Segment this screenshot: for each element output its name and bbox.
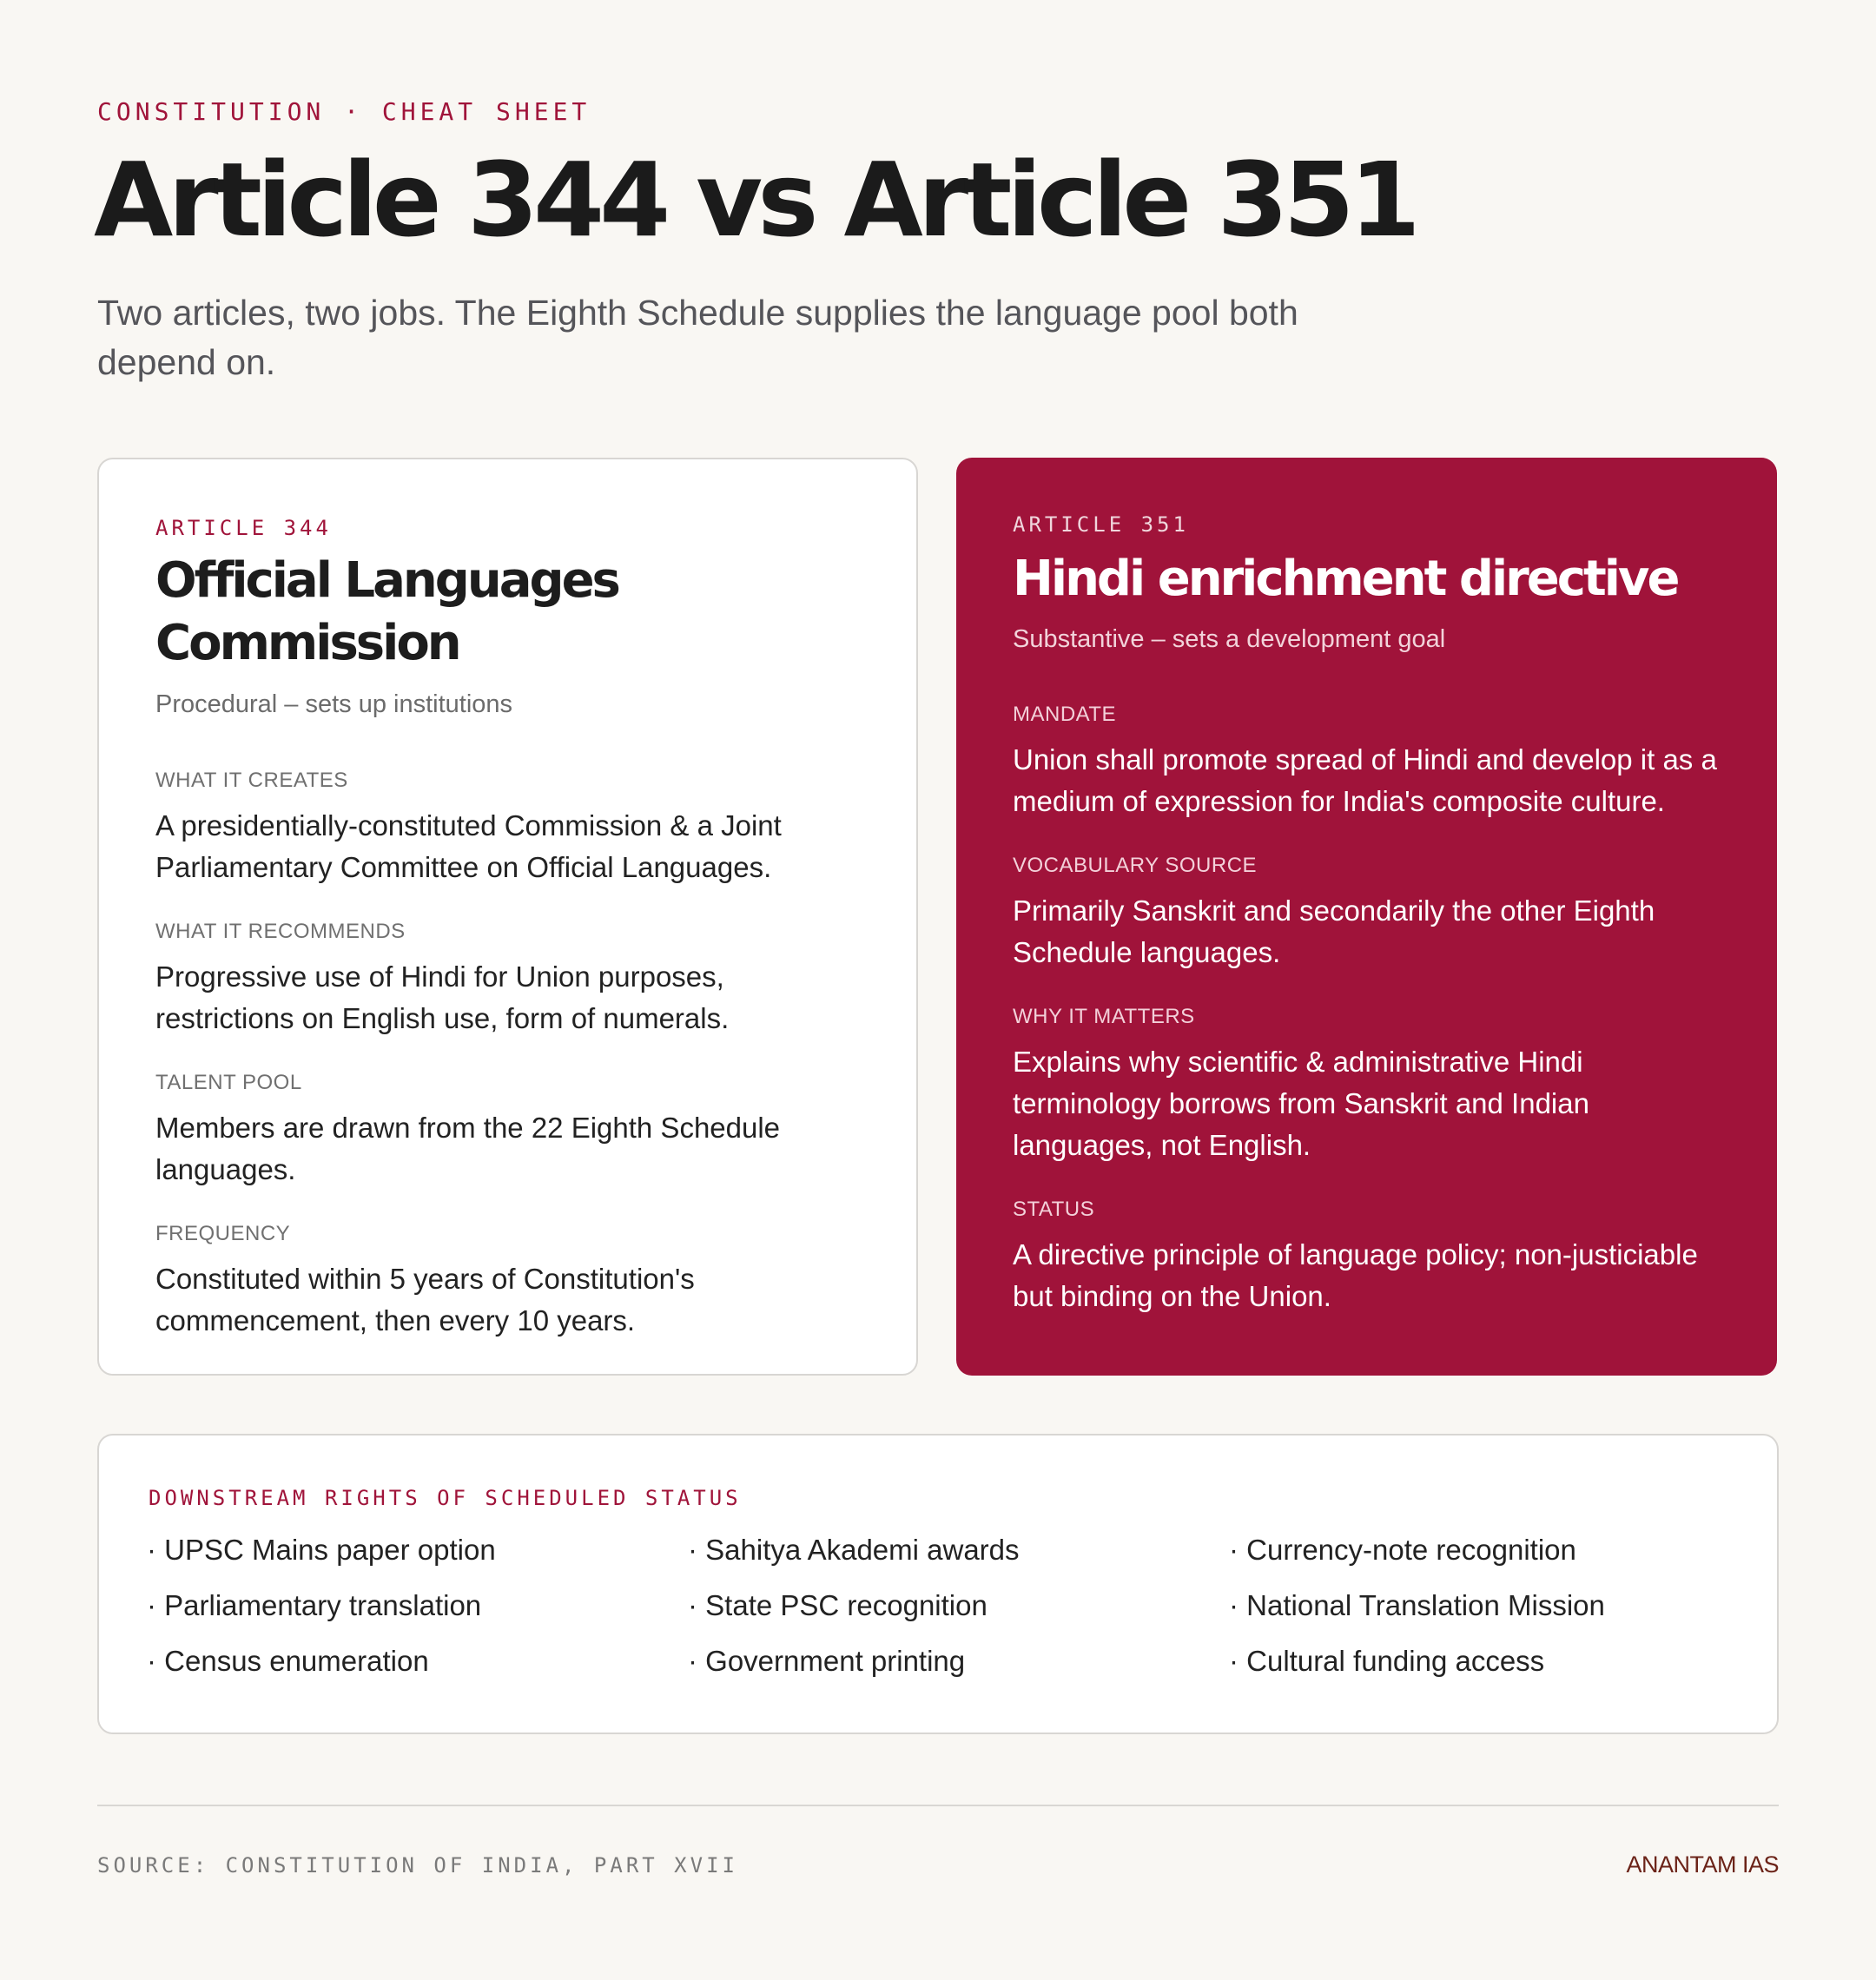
rights-item: · Cultural funding access <box>1229 1645 1545 1677</box>
section-body: A directive principle of language policy; non-justiciable but binding on the Union. <box>1013 1238 1698 1312</box>
section-label: STATUS <box>1013 1198 1095 1221</box>
card-label: ARTICLE 351 <box>1013 512 1189 537</box>
downstream-rights-panel <box>97 1434 1779 1734</box>
section-label: TALENT POOL <box>155 1071 302 1094</box>
rights-item: · Government printing <box>688 1645 966 1677</box>
section-frequency <box>155 1222 869 1342</box>
card-sections <box>1013 703 1729 1349</box>
section-label: WHAT IT CREATES <box>155 769 348 792</box>
article-344-card <box>97 458 918 1376</box>
section-body: Primarily Sanskrit and secondarily the other Eighth Schedule languages. <box>1013 894 1655 968</box>
page-subtitle: Two articles, two jobs. The Eighth Schedule supplies the language pool both depend on. <box>97 293 1298 382</box>
card-subheading: Procedural – sets up institutions <box>155 690 513 718</box>
section-vocabulary-source <box>1013 854 1729 974</box>
section-label: MANDATE <box>1013 703 1117 726</box>
rights-item: · Currency-note recognition <box>1229 1534 1576 1566</box>
rights-item: · Sahitya Akademi awards <box>688 1534 1020 1566</box>
source-note: SOURCE: CONSTITUTION OF INDIA, PART XVII <box>97 1853 738 1878</box>
page-title: Article 344 vs Article 351 <box>94 140 1416 260</box>
rights-item: · Census enumeration <box>147 1645 429 1677</box>
section-label: WHAT IT RECOMMENDS <box>155 920 406 943</box>
rights-label: DOWNSTREAM RIGHTS OF SCHEDULED STATUS <box>149 1486 742 1510</box>
rights-item: · State PSC recognition <box>688 1589 988 1621</box>
section-body: Progressive use of Hindi for Union purposes, restrictions on English use, form of numerals. <box>155 960 730 1034</box>
kicker: CONSTITUTION · CHEAT SHEET <box>97 97 591 126</box>
section-body: Members are drawn from the 22 Eighth Schedule languages. <box>155 1112 781 1185</box>
footer-divider <box>97 1805 1779 1806</box>
section-body: Constituted within 5 years of Constitution's commencement, then every 10 years. <box>155 1263 695 1336</box>
rights-item: · UPSC Mains paper option <box>147 1534 496 1566</box>
article-351-card <box>956 458 1777 1376</box>
section-talent-pool <box>155 1071 869 1191</box>
rights-item: · Parliamentary translation <box>147 1589 482 1621</box>
section-label: VOCABULARY SOURCE <box>1013 854 1258 877</box>
section-body: A presidentially-constituted Commission & a Joint Parliamentary Committee on Official Languages. <box>155 809 782 883</box>
rights-item: · National Translation Mission <box>1229 1589 1605 1621</box>
card-heading: Hindi enrichment directive <box>1013 551 1678 607</box>
card-label: ARTICLE 344 <box>155 516 332 540</box>
section-what-it-recommends <box>155 920 869 1040</box>
section-label: FREQUENCY <box>155 1222 291 1245</box>
section-what-it-creates <box>155 769 869 888</box>
section-mandate <box>1013 703 1729 822</box>
brand-logo: ANANTAM IAS <box>1626 1851 1779 1878</box>
card-subheading: Substantive – sets a development goal <box>1013 625 1446 653</box>
section-why-it-matters <box>1013 1005 1729 1166</box>
section-body: Union shall promote spread of Hindi and develop it as a medium of expression for India's composite culture. <box>1013 743 1717 817</box>
section-label: WHY IT MATTERS <box>1013 1005 1195 1028</box>
card-heading: Official Languages Commission <box>155 552 618 671</box>
section-body: Explains why scientific & administrative Hindi terminology borrows from Sanskrit and Indian languages, not English. <box>1013 1046 1589 1161</box>
section-status <box>1013 1198 1729 1317</box>
card-sections <box>155 769 869 1373</box>
